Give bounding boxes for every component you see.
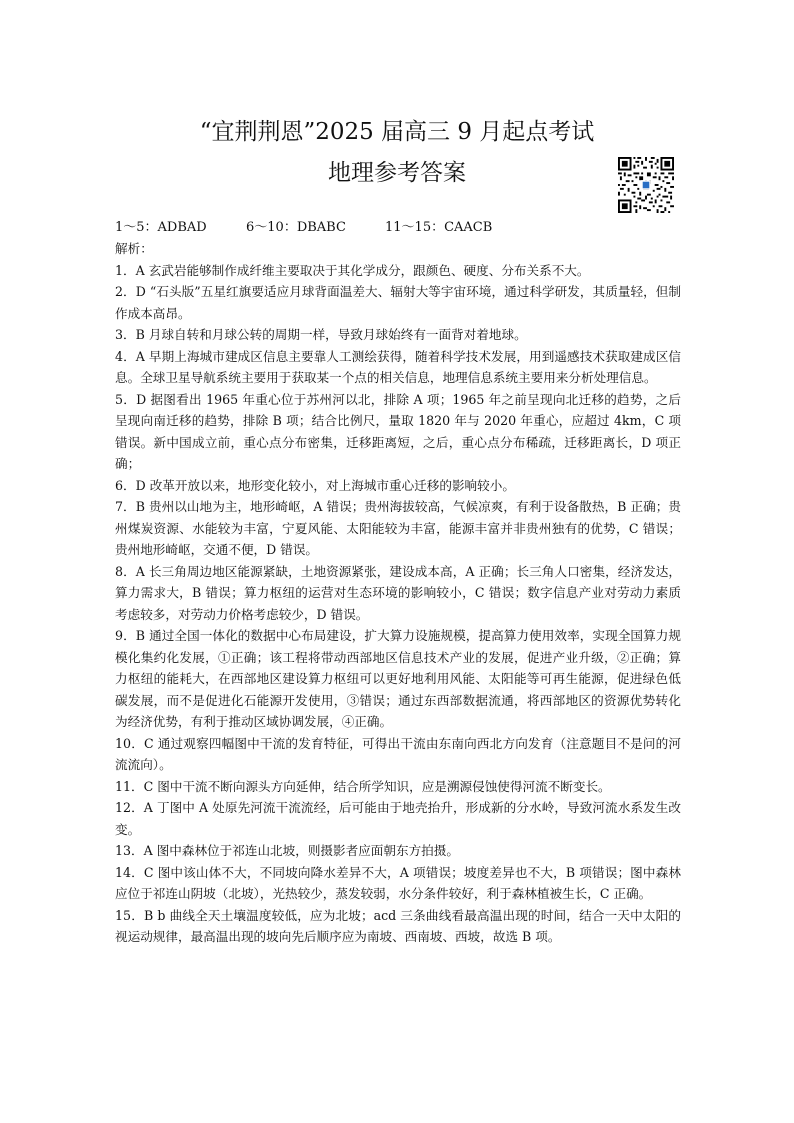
answer-explanation-9: 9．B 通过全国一体化的数据中心布局建设，扩大算力设施规模，提高算力使用效率，实现全国算力规模化集约化发展，①正确；该工程将带动西部地区信息技术产业的发展，促进产业升级，②正确；算力枢纽的能耗大，在西部地区建设算力枢纽可以更好地利用风能、太阳能等可再生能源，促进绿色低碳发展，而不是促进化石能源开发使用，③错误；通过东西部数据流通，将西部地区的资源优势转化为经济优势，有利于推动区域协调发展，④正确。 bbox=[115, 628, 681, 729]
answer-explanation-13: 13．A 图中森林位于祁连山北坡，则摄影者应面朝东方拍摄。 bbox=[115, 843, 459, 858]
answer-explanation-14: 14．C 图中该山体不大，不同坡向降水差异不大，A 项错误；坡度差异也不大，B 项错误；图中森林应位于祁连山阴坡（北坡），光热较少，蒸发较弱，水分条件较好，利于森林植被生长，C 正确。 bbox=[115, 864, 681, 901]
analysis-label: 解析： bbox=[115, 241, 153, 256]
page-title-line2: 地理参考答案 bbox=[328, 160, 466, 186]
answer-key bbox=[115, 218, 492, 238]
answer-explanation-3: 3．B 月球自转和月球公转的周期一样，导致月球始终有一面背对着地球。 bbox=[115, 327, 527, 342]
answer-explanation-1: 1．A 玄武岩能够制作成纤维主要取决于其化学成分，跟颜色、硬度、分布关系不大。 bbox=[115, 262, 590, 278]
answer-explanation-5: 5．D 据图看出 1965 年重心位于苏州河以北，排除 A 项；1965 年之前呈现向北迁移的趋势，之后呈现向南迁移的趋势，排除 B 项；结合比例尺，量取 1820 年与 2020 年重心，应超过 4km，C 项错误。新中国成立前，重心点分布密集，迁移距离短，之后，重心点分布稀疏，迁移距离长，D 项正确； bbox=[115, 391, 681, 471]
answer-group-1: 1～5：ADBAD bbox=[115, 220, 207, 235]
answer-group-2: 6～10：DBABC bbox=[246, 220, 346, 235]
answer-explanation-11: 11．C 图中干流不断向源头方向延伸，结合所学知识，应是溯源侵蚀使得河流不断变长。 bbox=[115, 778, 611, 794]
answer-group-3: 11～15：CAACB bbox=[385, 220, 493, 235]
answer-explanation-7: 7．B 贵州以山地为主，地形崎岖，A 错误；贵州海拔较高，气候凉爽，有利于设备散热，B 正确；贵州煤炭资源、水能较为丰富，宁夏风能、太阳能较为丰富，能源丰富并非贵州独有的优势，C 错误；贵州地形崎岖，交通不便，D 错误。 bbox=[115, 499, 681, 557]
analysis-section bbox=[115, 238, 681, 948]
answer-explanation-15: 15．B b 曲线全天土壤温度较低，应为北坡；acd 三条曲线看最高温出现的时间，结合一天中太阳的视运动规律，最高温出现的坡向先后顺序应为南坡、西南坡、西坡，故选 B 项。 bbox=[115, 907, 681, 944]
answer-explanation-12: 12．A 丁图中 A 处原先河流干流流经，后可能由于地壳抬升，形成新的分水岭，导致河流水系发生改变。 bbox=[115, 800, 681, 837]
qr-code-icon bbox=[618, 157, 674, 213]
answer-explanation-8: 8．A 长三角周边地区能源紧缺，土地资源紧张，建设成本高，A 正确；长三角人口密集，经济发达，算力需求大，B 错误；算力枢纽的运营对生态环境的影响较小，C 错误；数字信息产业对劳动力素质考虑较多，对劳动力价格考虑较少，D 错误。 bbox=[115, 563, 681, 622]
answer-explanation-4: 4．A 早期上海城市建成区信息主要靠人工测绘获得，随着科学技术发展，用到遥感技术获取建成区信息。全球卫星导航系统主要用于获取某一个点的相关信息，地理信息系统主要用来分析处理信息。 bbox=[115, 348, 681, 385]
answer-explanation-6: 6．D 改革开放以来，地形变化较小，对上海城市重心迁移的影响较小。 bbox=[115, 477, 515, 493]
page-title-line1: “宜荆荆恩”2025 届高三 9 月起点考试 bbox=[199, 119, 595, 145]
answer-explanation-10: 10．C 通过观察四幅图中干流的发育特征，可得出干流由东南向西北方向发育（注意题目不是问的河流流向）。 bbox=[115, 735, 681, 772]
answer-explanation-2: 2．D “石头版”五星红旗要适应月球背面温差大、辐射大等宇宙环境，通过科学研发，其质量轻，但制作成本高昂。 bbox=[115, 284, 681, 321]
